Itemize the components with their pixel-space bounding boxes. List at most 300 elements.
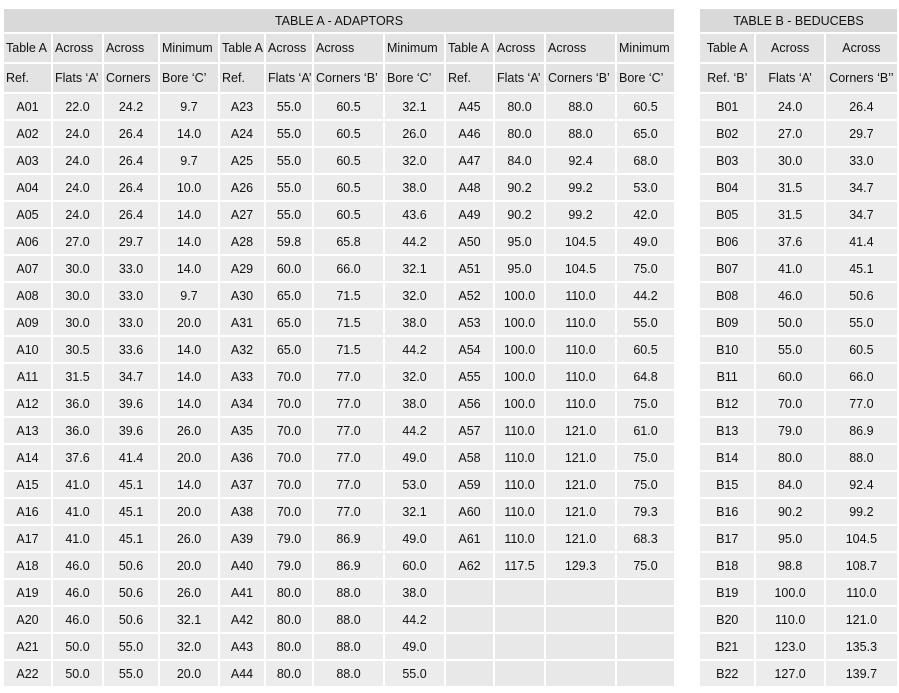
table-cell: 38.0 (385, 580, 444, 605)
table-cell: 121.0 (546, 472, 615, 497)
table-cell: 50.0 (756, 310, 823, 335)
table-cell: A61 (446, 526, 493, 551)
table-cell: 9.7 (160, 94, 218, 119)
table-cell: 100.0 (495, 364, 544, 389)
table-cell: 80.0 (266, 661, 312, 686)
empty-cell (617, 580, 674, 605)
column-header: Corners ‘B’ (314, 64, 383, 92)
table-cell: 44.2 (385, 607, 444, 632)
table-cell: A06 (4, 229, 51, 254)
table-cell: 92.4 (546, 148, 615, 173)
table-row (700, 175, 897, 200)
table-cell: 65.0 (266, 283, 312, 308)
table-cell: 110.0 (826, 580, 897, 605)
table-cell: A62 (446, 553, 493, 578)
table-cell: 121.0 (826, 607, 897, 632)
table-cell: 38.0 (385, 175, 444, 200)
table-row (700, 256, 897, 281)
table-cell: 64.8 (617, 364, 674, 389)
table-cell: 75.0 (617, 553, 674, 578)
column-header: Corners (104, 64, 158, 92)
table-cell: 44.2 (385, 337, 444, 362)
table-cell: 84.0 (495, 148, 544, 173)
column-header: Minimum (160, 34, 218, 62)
table-cell: 32.1 (385, 499, 444, 524)
table-row (4, 364, 674, 389)
table-cell: A23 (220, 94, 264, 119)
table-cell: 53.0 (385, 472, 444, 497)
table-cell: 80.0 (266, 607, 312, 632)
table-b-title: TABLE B - BEDUCEBS (700, 9, 897, 32)
table-cell: 77.0 (826, 391, 897, 416)
table-cell: 117.5 (495, 553, 544, 578)
table-cell: 90.2 (495, 202, 544, 227)
table-b-beducebs (698, 7, 899, 688)
table-cell: 108.7 (826, 553, 897, 578)
table-cell: 14.0 (160, 391, 218, 416)
table-cell: 98.8 (756, 553, 823, 578)
table-cell: 95.0 (756, 526, 823, 551)
table-row (4, 445, 674, 470)
table-row (4, 256, 674, 281)
table-cell: 24.0 (53, 121, 102, 146)
table-cell: 55.0 (266, 202, 312, 227)
table-row (4, 121, 674, 146)
table-row (700, 148, 897, 173)
table-cell: A33 (220, 364, 264, 389)
table-cell: A50 (446, 229, 493, 254)
table-cell: 34.7 (104, 364, 158, 389)
table-cell: B11 (700, 364, 754, 389)
table-cell: 34.7 (826, 175, 897, 200)
table-cell: 44.2 (385, 418, 444, 443)
table-cell: 60.5 (314, 148, 383, 173)
table-cell: 110.0 (495, 526, 544, 551)
column-header: Flats ‘A’ (266, 64, 312, 92)
table-cell: 65.0 (266, 337, 312, 362)
column-header: Ref. (4, 64, 51, 92)
table-cell: B22 (700, 661, 754, 686)
table-cell: A26 (220, 175, 264, 200)
table-cell: 20.0 (160, 553, 218, 578)
table-cell: A44 (220, 661, 264, 686)
table-cell: 86.9 (826, 418, 897, 443)
table-cell: 70.0 (266, 445, 312, 470)
table-cell: 14.0 (160, 256, 218, 281)
column-header: Minimum (385, 34, 444, 62)
table-cell: 75.0 (617, 256, 674, 281)
table-row (700, 229, 897, 254)
table-cell: 70.0 (266, 472, 312, 497)
table-cell: 110.0 (756, 607, 823, 632)
table-cell: B13 (700, 418, 754, 443)
table-cell: 50.6 (104, 607, 158, 632)
table-cell: 110.0 (546, 391, 615, 416)
table-cell: A54 (446, 337, 493, 362)
table-cell: 41.4 (826, 229, 897, 254)
table-cell: 68.0 (617, 148, 674, 173)
table-cell: 90.2 (756, 499, 823, 524)
table-cell: 30.5 (53, 337, 102, 362)
table-cell: 14.0 (160, 364, 218, 389)
table-cell: 77.0 (314, 364, 383, 389)
table-a-title: TABLE A - ADAPTORS (4, 9, 674, 32)
column-header: Ref. ‘B’ (700, 64, 754, 92)
table-cell: 121.0 (546, 526, 615, 551)
table-cell: 100.0 (495, 283, 544, 308)
table-b-header-row-2 (700, 64, 897, 92)
table-cell: A09 (4, 310, 51, 335)
table-row (4, 202, 674, 227)
table-b-header-row-1 (700, 34, 897, 62)
table-cell: A60 (446, 499, 493, 524)
table-cell: A29 (220, 256, 264, 281)
column-header: Across (314, 34, 383, 62)
table-cell: 31.5 (756, 175, 823, 200)
table-a-header-row-1 (4, 34, 674, 62)
table-cell: B04 (700, 175, 754, 200)
table-cell: A51 (446, 256, 493, 281)
table-cell: A53 (446, 310, 493, 335)
table-cell: A43 (220, 634, 264, 659)
table-cell: 104.5 (546, 229, 615, 254)
table-cell: 110.0 (495, 472, 544, 497)
table-cell: 99.2 (826, 499, 897, 524)
table-cell: 50.6 (104, 553, 158, 578)
table-cell: 24.0 (53, 175, 102, 200)
table-cell: A31 (220, 310, 264, 335)
table-row (700, 607, 897, 632)
table-cell: 88.0 (826, 445, 897, 470)
table-a-body (4, 94, 674, 686)
table-cell: 55.0 (104, 661, 158, 686)
table-cell: 32.0 (160, 634, 218, 659)
table-cell: A18 (4, 553, 51, 578)
table-cell: 49.0 (617, 229, 674, 254)
table-cell: B02 (700, 121, 754, 146)
column-header: Table A (4, 34, 51, 62)
table-cell: A24 (220, 121, 264, 146)
table-cell: 14.0 (160, 472, 218, 497)
table-row (700, 445, 897, 470)
table-cell: 71.5 (314, 283, 383, 308)
table-cell: 22.0 (53, 94, 102, 119)
table-cell: 79.3 (617, 499, 674, 524)
table-cell: 88.0 (546, 94, 615, 119)
table-cell: A35 (220, 418, 264, 443)
table-cell: 33.0 (104, 283, 158, 308)
column-header: Corners ‘B’ (546, 64, 615, 92)
table-cell: 14.0 (160, 121, 218, 146)
table-cell: 60.0 (385, 553, 444, 578)
table-row (4, 634, 674, 659)
table-cell: 80.0 (756, 445, 823, 470)
table-cell: 53.0 (617, 175, 674, 200)
table-cell: 100.0 (495, 391, 544, 416)
column-header: Across (826, 34, 897, 62)
table-cell: 55.0 (266, 94, 312, 119)
table-cell: 49.0 (385, 445, 444, 470)
table-cell: 71.5 (314, 337, 383, 362)
table-cell: 60.0 (266, 256, 312, 281)
table-cell: 26.4 (104, 148, 158, 173)
table-cell: 32.1 (385, 94, 444, 119)
table-row (4, 175, 674, 200)
table-cell: 20.0 (160, 445, 218, 470)
table-cell: 79.0 (266, 553, 312, 578)
column-header: Flats ‘A’ (53, 64, 102, 92)
table-cell: A34 (220, 391, 264, 416)
table-cell: 65.0 (266, 310, 312, 335)
table-cell: B20 (700, 607, 754, 632)
table-cell: 127.0 (756, 661, 823, 686)
table-cell: 110.0 (495, 445, 544, 470)
table-cell: 60.5 (826, 337, 897, 362)
table-cell: 9.7 (160, 283, 218, 308)
table-cell: 65.0 (617, 121, 674, 146)
table-row (4, 607, 674, 632)
table-row (700, 310, 897, 335)
table-row (4, 526, 674, 551)
table-cell: 123.0 (756, 634, 823, 659)
table-cell: A59 (446, 472, 493, 497)
table-cell: 88.0 (546, 121, 615, 146)
table-cell: 41.0 (53, 472, 102, 497)
empty-cell (495, 580, 544, 605)
table-cell: B12 (700, 391, 754, 416)
table-cell: A05 (4, 202, 51, 227)
table-cell: 41.0 (756, 256, 823, 281)
table-cell: B16 (700, 499, 754, 524)
table-cell: B14 (700, 445, 754, 470)
table-row (4, 283, 674, 308)
table-cell: A41 (220, 580, 264, 605)
table-cell: 84.0 (756, 472, 823, 497)
table-cell: A56 (446, 391, 493, 416)
table-cell: 45.1 (104, 472, 158, 497)
table-cell: A40 (220, 553, 264, 578)
table-cell: 44.2 (617, 283, 674, 308)
column-header: Bore ‘C’ (385, 64, 444, 92)
table-cell: 20.0 (160, 661, 218, 686)
table-row (700, 202, 897, 227)
table-cell: 29.7 (104, 229, 158, 254)
table-cell: 60.5 (314, 202, 383, 227)
table-cell: A57 (446, 418, 493, 443)
table-cell: A36 (220, 445, 264, 470)
table-cell: A28 (220, 229, 264, 254)
table-cell: A30 (220, 283, 264, 308)
table-cell: 14.0 (160, 337, 218, 362)
column-header: Table A (446, 34, 493, 62)
table-cell: 77.0 (314, 499, 383, 524)
table-row (4, 310, 674, 335)
table-cell: 33.0 (826, 148, 897, 173)
table-cell: 55.0 (266, 175, 312, 200)
table-row (700, 418, 897, 443)
table-cell: 77.0 (314, 472, 383, 497)
table-cell: 121.0 (546, 445, 615, 470)
table-cell: 9.7 (160, 148, 218, 173)
table-cell: 30.0 (53, 310, 102, 335)
table-cell: 60.5 (314, 94, 383, 119)
table-cell: 46.0 (53, 553, 102, 578)
table-cell: A47 (446, 148, 493, 173)
column-header: Corners ‘B’’ (826, 64, 897, 92)
table-cell: A58 (446, 445, 493, 470)
table-cell: 27.0 (756, 121, 823, 146)
table-cell: 50.0 (53, 634, 102, 659)
table-row (700, 526, 897, 551)
table-cell: 32.0 (385, 364, 444, 389)
table-cell: 95.0 (495, 229, 544, 254)
empty-cell (546, 634, 615, 659)
table-cell: 60.5 (314, 175, 383, 200)
table-cell: 31.5 (756, 202, 823, 227)
column-header: Table A (700, 34, 754, 62)
table-cell: A37 (220, 472, 264, 497)
column-header: Ref. (446, 64, 493, 92)
table-row (700, 580, 897, 605)
table-cell: 26.4 (826, 94, 897, 119)
table-cell: 37.6 (53, 445, 102, 470)
table-cell: A04 (4, 175, 51, 200)
table-cell: A17 (4, 526, 51, 551)
table-cell: 26.0 (160, 418, 218, 443)
table-cell: 71.5 (314, 310, 383, 335)
table-cell: 46.0 (53, 607, 102, 632)
table-cell: A10 (4, 337, 51, 362)
table-cell: 88.0 (314, 580, 383, 605)
empty-cell (495, 661, 544, 686)
table-cell: B10 (700, 337, 754, 362)
table-cell: 104.5 (826, 526, 897, 551)
table-cell: 86.9 (314, 553, 383, 578)
table-cell: 43.6 (385, 202, 444, 227)
table-cell: 38.0 (385, 310, 444, 335)
column-header: Flats ‘A’ (756, 64, 823, 92)
table-cell: 66.0 (314, 256, 383, 281)
table-cell: 32.1 (160, 607, 218, 632)
empty-cell (495, 634, 544, 659)
table-cell: 20.0 (160, 499, 218, 524)
table-cell: 30.0 (53, 256, 102, 281)
table-cell: 33.0 (104, 256, 158, 281)
table-cell: 70.0 (266, 364, 312, 389)
table-cell: 39.6 (104, 391, 158, 416)
table-cell: 26.0 (385, 121, 444, 146)
table-cell: 26.0 (160, 526, 218, 551)
column-header: Minimum (617, 34, 674, 62)
table-cell: A25 (220, 148, 264, 173)
table-cell: 31.5 (53, 364, 102, 389)
table-cell: 77.0 (314, 391, 383, 416)
table-cell: A49 (446, 202, 493, 227)
table-cell: 60.5 (617, 94, 674, 119)
table-cell: 80.0 (266, 634, 312, 659)
table-cell: A14 (4, 445, 51, 470)
table-cell: 26.4 (104, 175, 158, 200)
empty-cell (446, 607, 493, 632)
table-cell: 32.0 (385, 148, 444, 173)
table-cell: 27.0 (53, 229, 102, 254)
table-cell: B21 (700, 634, 754, 659)
table-cell: 50.6 (104, 580, 158, 605)
table-cell: 110.0 (546, 310, 615, 335)
table-cell: A45 (446, 94, 493, 119)
table-row (4, 580, 674, 605)
table-cell: 33.6 (104, 337, 158, 362)
table-cell: A21 (4, 634, 51, 659)
table-cell: 45.1 (104, 499, 158, 524)
table-cell: 55.0 (266, 121, 312, 146)
table-cell: 99.2 (546, 202, 615, 227)
table-cell: A16 (4, 499, 51, 524)
table-cell: 70.0 (266, 418, 312, 443)
table-row (700, 364, 897, 389)
table-cell: 65.8 (314, 229, 383, 254)
table-cell: 79.0 (266, 526, 312, 551)
table-cell: 80.0 (495, 121, 544, 146)
table-cell: 20.0 (160, 310, 218, 335)
table-cell: A39 (220, 526, 264, 551)
table-row (4, 229, 674, 254)
table-cell: 110.0 (546, 364, 615, 389)
table-cell: 24.0 (53, 148, 102, 173)
table-cell: 77.0 (314, 445, 383, 470)
table-cell: 32.1 (385, 256, 444, 281)
table-cell: 100.0 (495, 337, 544, 362)
table-cell: 44.2 (385, 229, 444, 254)
table-cell: 36.0 (53, 418, 102, 443)
table-cell: A42 (220, 607, 264, 632)
table-row (700, 472, 897, 497)
table-cell: 100.0 (495, 310, 544, 335)
empty-cell (446, 580, 493, 605)
table-cell: A22 (4, 661, 51, 686)
table-cell: 88.0 (314, 661, 383, 686)
table-cell: A52 (446, 283, 493, 308)
table-cell: B09 (700, 310, 754, 335)
table-cell: 55.0 (826, 310, 897, 335)
column-header: Flats ‘A’ (495, 64, 544, 92)
table-cell: A01 (4, 94, 51, 119)
table-cell: A46 (446, 121, 493, 146)
table-cell: 104.5 (546, 256, 615, 281)
table-cell: B18 (700, 553, 754, 578)
table-cell: 32.0 (385, 283, 444, 308)
table-cell: B03 (700, 148, 754, 173)
table-row (700, 283, 897, 308)
table-cell: 88.0 (314, 607, 383, 632)
table-cell: 26.4 (104, 121, 158, 146)
column-header: Across (266, 34, 312, 62)
table-cell: A55 (446, 364, 493, 389)
table-row (700, 337, 897, 362)
table-cell: 49.0 (385, 526, 444, 551)
table-cell: 75.0 (617, 391, 674, 416)
table-row (4, 472, 674, 497)
table-row (700, 121, 897, 146)
table-cell: 38.0 (385, 391, 444, 416)
column-header: Bore ‘C’ (160, 64, 218, 92)
table-row (4, 148, 674, 173)
table-cell: 139.7 (826, 661, 897, 686)
table-cell: 55.0 (266, 148, 312, 173)
table-a-header-row-2 (4, 64, 674, 92)
empty-cell (495, 607, 544, 632)
empty-cell (446, 661, 493, 686)
